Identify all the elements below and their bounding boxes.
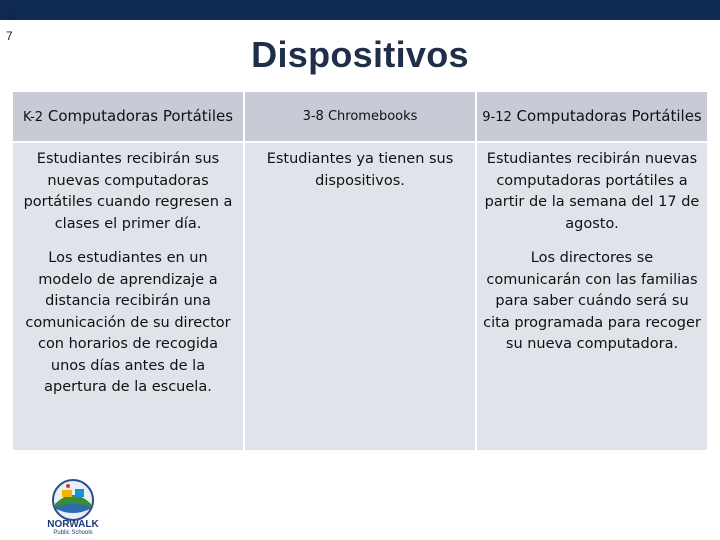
header-k2-grade: K-2 <box>22 109 44 125</box>
slide-number: 37 <box>6 9 13 43</box>
header-3-8 <box>244 91 476 142</box>
body-k2 <box>12 142 244 451</box>
logo-subtitle: Public Schools <box>53 530 93 536</box>
header-3-8-label: Chromebooks <box>327 108 418 124</box>
header-9-12-grade: 9-12 <box>482 109 512 125</box>
top-bar <box>0 0 720 20</box>
body-k2-paragraph: Los estudiantes en un modelo de aprendizaje a distancia recibirán una comunicación de su director con horarios de recogida unos días antes de la apertura de la escuela. <box>25 250 231 395</box>
body-3-8 <box>244 142 476 451</box>
body-9-12-paragraph: Estudiantes recibirán nuevas computadoras portátiles a partir de la semana del 17 de agosto. <box>484 151 700 232</box>
header-k2-label: Computadoras Portátiles <box>47 106 234 125</box>
slide-title: Dispositivos <box>251 34 469 75</box>
header-k2 <box>12 91 244 142</box>
body-9-12-paragraph: Los directores se comunicarán con las familias para saber cuándo será su cita programada para recoger su nueva computadora. <box>483 250 701 352</box>
body-9-12 <box>476 142 708 451</box>
norwalk-logo <box>40 478 106 536</box>
body-k2-paragraph: Estudiantes recibirán sus nuevas computadoras portátiles cuando regresen a clases el primer día. <box>23 151 233 232</box>
header-9-12-label: Computadoras Portátiles <box>516 106 702 125</box>
header-9-12 <box>476 91 708 142</box>
header-3-8-grade: 3-8 <box>302 108 324 124</box>
body-3-8-paragraph: Estudiantes ya tienen sus dispositivos. <box>266 151 454 189</box>
devices-table <box>12 91 708 451</box>
logo-name: NORWALK <box>47 519 99 530</box>
